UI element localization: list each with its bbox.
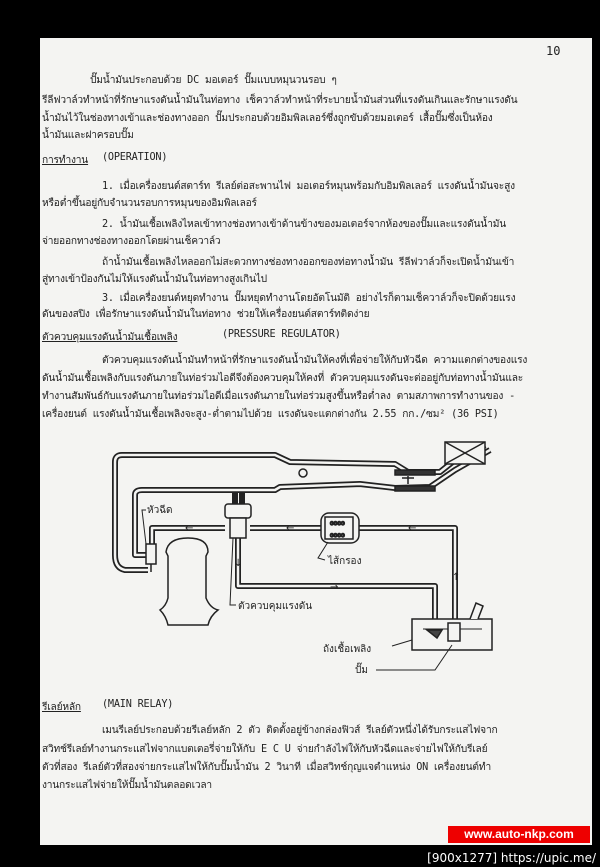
intro-line: รีลีฟวาล์วทำหน้าที่รักษาแรงดันน้ำมันในท่อทาง เช็ควาล์วทำหน้าที่ระบายน้ำมันส่วนที่แรงดันเกินและรักษาแรงดัน	[42, 95, 518, 106]
pressure-regulator	[225, 504, 251, 538]
svg-text:←: ←	[408, 523, 417, 534]
svg-text:oooo: oooo	[330, 520, 345, 527]
operation-line: 2. น้ำมันเชื้อเพลิงไหลเข้าทางช่องทางเข้าด้านข้างของมอเตอร์จากห้องของปั๊มและแรงดันน้ำมัน	[102, 219, 507, 230]
regulator-heading: ตัวควบคุมแรงดันน้ำมันเชื้อเพลิง	[42, 332, 178, 343]
regulator-line: เครื่องยนต์ แรงดันน้ำมันเชื้อเพลิงจะสูง-ต่ำตามไปด้วย แรงดันจะแตกต่างกัน 2.55 กก./ซม² (36 PSI)	[42, 409, 499, 420]
svg-text:→: →	[330, 582, 339, 593]
intro-line: น้ำมันและฝาครอบปั๊ม	[42, 130, 134, 141]
tank-label: ถังเชื้อเพลิง	[323, 644, 372, 655]
injector-label: หัวฉีด	[147, 505, 173, 516]
relay-line: สวิทช์รีเลย์ทำงานกระแสไฟจากแบตเตอรี่จ่ายให้กับ E C U จ่ายกำลังไฟให้กับหัวฉีดและจ่ายไฟให้กับรีเลย์	[42, 744, 488, 755]
operation-line: หรือต่ำขึ้นอยู่กับจำนวนรอบการหมุนของอิมพิลเลอร์	[42, 198, 257, 209]
operation-line: จ่ายออกทางช่องทางออกโดยผ่านเช็ควาล์ว	[42, 236, 221, 247]
regulator-label: ตัวควบคุมแรงดัน	[238, 601, 313, 612]
watermark-link[interactable]: www.auto-nkp.com	[448, 826, 590, 843]
fuel-filter	[321, 513, 359, 543]
relay-line: ตัวที่สอง รีเลย์ตัวที่สองจ่ายกระแสไฟให้กับปั๊มน้ำมัน 2 วินาที เมื่อสวิทช์กุญแจตำแหน่ง ON เครื่องยนต์ทำ	[42, 762, 492, 773]
pump-label: ปั๊ม	[355, 665, 368, 676]
intro-line: ปั๊มน้ำมันประกอบด้วย DC มอเตอร์ ปั๊มแบบหมุนวนรอบ ๆ	[90, 75, 337, 86]
document-page	[40, 38, 592, 845]
regulator-line: ตัวควบคุมแรงดันน้ำมันทำหน้าที่รักษาแรงดันน้ำมันให้คงที่เพื่อจ่ายให้กับหัวฉีด ความแตกต่างของแรง	[102, 355, 528, 366]
relay-line: งานกระแสไฟจ่ายให้ปั๊มน้ำมันตลอดเวลา	[42, 780, 212, 791]
relay-line: เมนรีเลย์ประกอบด้วยรีเลย์หลัก 2 ตัว ติดตั้งอยู่ข้างกล่องฟิวส์ รีเลย์ตัวหนึ่งได้รับกระแสไฟจาก	[102, 725, 498, 736]
relay-heading-en: (MAIN RELAY)	[102, 699, 174, 710]
intake-manifold	[160, 538, 218, 625]
fuel-system-diagram	[90, 440, 510, 680]
operation-line: 1. เมื่อเครื่องยนต์สตาร์ท รีเลย์ต่อสะพานไฟ มอเตอร์หมุนพร้อมกับอิมพิลเลอร์ แรงดันน้ำมันจะสูง	[102, 181, 515, 192]
svg-text:←: ←	[286, 523, 295, 534]
operation-line: ดันของสปิง เพื่อรักษาแรงดันน้ำมันในท่อทาง ช่วยให้เครื่องยนต์สตาร์ทติดง่าย	[42, 309, 370, 320]
page-number: 10	[546, 44, 561, 58]
regulator-line: ทำงานสัมพันธ์กับแรงดันภายในท่อร่วมไอดีเมื่อแรงดันภายในท่อร่วมสูงขึ้นหรือต่ำลง ตามสภาพการทำงานของ -	[42, 391, 516, 402]
operation-line: 3. เมื่อเครื่องยนต์หยุดทำงาน ปั๊มหยุดทำงานโดยอัตโนมัติ อย่างไรก็ตามเช็ควาล์วก็จะปิดด้วยแรง	[102, 293, 516, 304]
svg-text:←: ←	[185, 523, 194, 534]
svg-text:↑: ↑	[452, 572, 461, 583]
svg-text:oooo: oooo	[330, 532, 345, 539]
operation-heading-en: (OPERATION)	[102, 152, 168, 163]
filter-label: ไส้กรอง	[328, 556, 362, 567]
operation-line: ถ้าน้ำมันเชื้อเพลิงไหลออกไม่สะดวกทางช่องทางออกของท่อทางน้ำมัน รีลีฟวาล์วก็จะเปิดน้ำมันเข้า	[102, 257, 515, 268]
relay-heading: รีเลย์หลัก	[42, 702, 81, 713]
image-host-footer: [900x1277] https://upic.me/	[427, 851, 596, 865]
regulator-heading-en: (PRESSURE REGULATOR)	[222, 329, 341, 340]
svg-text:↓: ↓	[234, 558, 243, 569]
operation-line: สู่ทางเข้าป้องกันไม่ให้แรงดันน้ำมันในท่อทางสูงเกินไป	[42, 274, 267, 285]
regulator-line: ดันน้ำมันเชื้อเพลิงกับแรงดันภายในท่อร่วมไอดีจึงต้องควบคุมให้คงที่ ตัวควบคุมแรงดันจะต่ออยู่กับท่อทางน้ำมันและ	[42, 373, 524, 384]
operation-heading: การทำงาน	[42, 155, 89, 166]
intro-line: น้ำมันไว้ในช่องทางเข้าและช่องทางออก ปั๊มประกอบด้วยอิมพิลเลอร์ซึ่งถูกขับด้วยมอเตอร์ เสื้อปั๊มซึ่งเป็นห้อง	[42, 113, 493, 124]
